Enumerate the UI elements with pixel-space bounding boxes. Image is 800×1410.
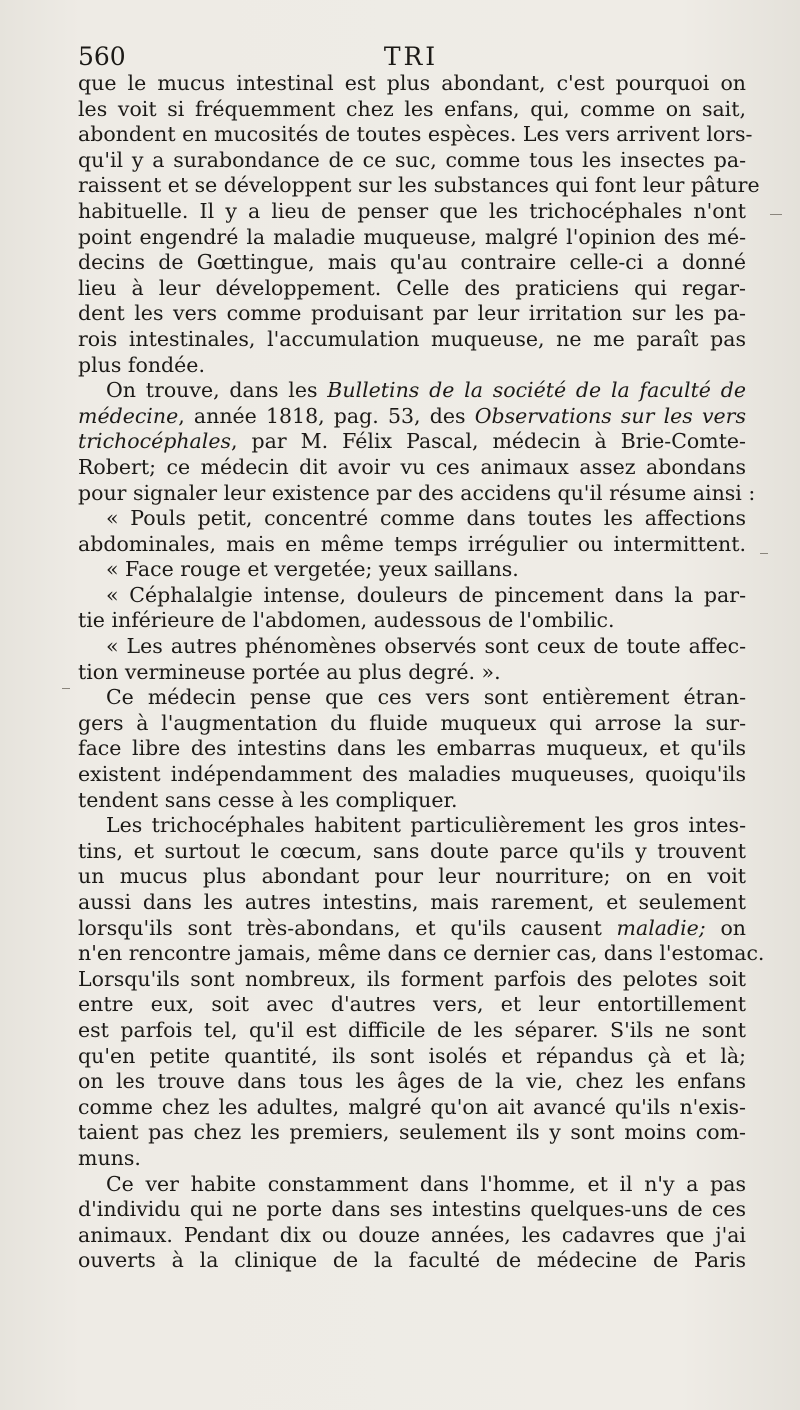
- text-line: Ce ver habite constamment dans l'homme, et il n'y a pas: [106, 1171, 746, 1196]
- text-line: [78, 404, 746, 430]
- text-line: on les trouve dans tous les âges de la vie, chez les enfans: [78, 1069, 746, 1094]
- text-segment: On trouve, dans les: [106, 378, 328, 403]
- text-line: rois intestinales, l'accumulation muqueuse, ne me paraît pas: [78, 326, 746, 351]
- text-segment: on: [705, 915, 746, 940]
- text-line: « Pouls petit, concentré comme dans toutes les affections: [106, 506, 746, 531]
- text-line: n'en rencontre jamais, même dans ce dernier cas, dans l'estomac.: [78, 941, 765, 966]
- text-line: qu'en petite quantité, ils sont isolés et répandus çà et là;: [78, 1043, 746, 1068]
- text-line: Ce médecin pense que ces vers sont entièrement étran-: [106, 685, 746, 710]
- text-line: d'individu qui ne porte dans ses intestins quelques-uns de ces: [78, 1197, 746, 1222]
- text-line: taient pas chez les premiers, seulement ils y sont moins com-: [78, 1120, 746, 1145]
- italic-text: maladie;: [616, 915, 706, 940]
- margin-mark: [760, 553, 768, 554]
- text-line: raissent et se développent sur les substances qui font leur pâture: [78, 173, 760, 198]
- text-line: est parfois tel, qu'il est difficile de les séparer. S'ils ne sont: [78, 1017, 746, 1042]
- text-line: un mucus plus abondant pour leur nourriture; on en voit: [78, 864, 746, 889]
- margin-mark: [62, 688, 70, 689]
- text-line: plus fondée.: [78, 352, 205, 377]
- text-line: abdominales, mais en même temps irrégulier ou intermittent.: [78, 531, 746, 556]
- text-line: existent indépendamment des maladies muqueuses, quoiqu'ils: [78, 762, 746, 787]
- text-line: entre eux, soit avec d'autres vers, et leur entortillement: [78, 992, 746, 1017]
- page-number: 560: [78, 42, 126, 71]
- text-line: comme chez les adultes, malgré qu'on ait avancé qu'ils n'exis-: [78, 1094, 746, 1119]
- italic-text: Bulletins de la société de la faculté de: [327, 378, 746, 403]
- running-head: TRI: [383, 42, 439, 71]
- text-line: tins, et surtout le cœcum, sans doute parce qu'ils y trouvent: [78, 838, 746, 863]
- text-line: point engendré la maladie muqueuse, malgré l'opinion des mé-: [78, 224, 746, 249]
- italic-text: trichocéphales: [78, 429, 231, 454]
- text-line: que le mucus intestinal est plus abondant, c'est pourquoi on: [78, 71, 746, 95]
- text-line: face libre des intestins dans les embarras muqueux, et qu'ils: [78, 736, 746, 761]
- text-line: Lorsqu'ils sont nombreux, ils forment parfois des pelotes soit: [78, 966, 746, 991]
- text-line: decins de Gœttingue, mais qu'au contraire celle-ci a donné: [78, 250, 746, 275]
- text-segment: , année 1818, pag. 53, des: [178, 403, 475, 428]
- text-line: les voit si fréquemment chez les enfans, qui, comme on sait,: [78, 96, 746, 121]
- text-line: [78, 378, 746, 404]
- text-line: « Les autres phénomènes observés sont ceux de toute affec-: [106, 634, 746, 659]
- text-line: Les trichocéphales habitent particulièrement les gros intes-: [106, 813, 746, 838]
- text-line: tion vermineuse portée au plus degré. ».: [78, 659, 501, 684]
- text-line: « Céphalalgie intense, douleurs de pincement dans la par-: [106, 582, 746, 607]
- text-line: tie inférieure de l'abdomen, audessous de l'ombilic.: [78, 608, 615, 633]
- italic-text: médecine: [78, 403, 179, 428]
- text-line: qu'il y a surabondance de ce suc, comme tous les insectes pa-: [78, 147, 746, 172]
- text-line: tendent sans cesse à les compliquer.: [78, 787, 458, 812]
- body-text: [78, 71, 765, 1274]
- text-line: aussi dans les autres intestins, mais rarement, et seulement: [78, 890, 746, 914]
- text-line: gers à l'augmentation du fluide muqueux qui arrose la sur-: [78, 710, 746, 735]
- text-line: dent les vers comme produisant par leur irritation sur les pa-: [78, 301, 746, 326]
- text-line: pour signaler leur existence par des accidens qu'il résume ainsi :: [78, 480, 756, 505]
- text-line: abondent en mucosités de toutes espèces. Les vers arrivent lors-: [78, 122, 753, 147]
- text-line: Robert; ce médecin dit avoir vu ces animaux assez abondans: [78, 454, 746, 479]
- text-line: habituelle. Il y a lieu de penser que les trichocéphales n'ont: [78, 198, 746, 223]
- text-line: animaux. Pendant dix ou douze années, les cadavres que j'ai: [78, 1222, 746, 1247]
- text-segment: lorsqu'ils sont très-abondans, et qu'ils causent: [78, 915, 617, 940]
- text-line: « Face rouge et vergetée; yeux saillans.: [106, 557, 519, 582]
- margin-mark: [770, 214, 782, 215]
- text-line: [78, 429, 746, 455]
- italic-text: Observations sur les vers: [474, 403, 747, 428]
- text-segment: , par M. Félix Pascal, médecin à Brie-Comte-: [231, 429, 746, 454]
- text-line: lieu à leur développement. Celle des praticiens qui regar-: [78, 275, 746, 300]
- text-line: muns.: [78, 1145, 141, 1170]
- page-header: [78, 40, 744, 74]
- text-line: [78, 916, 746, 942]
- text-line: ouverts à la clinique de la faculté de médecine de Paris: [78, 1248, 746, 1273]
